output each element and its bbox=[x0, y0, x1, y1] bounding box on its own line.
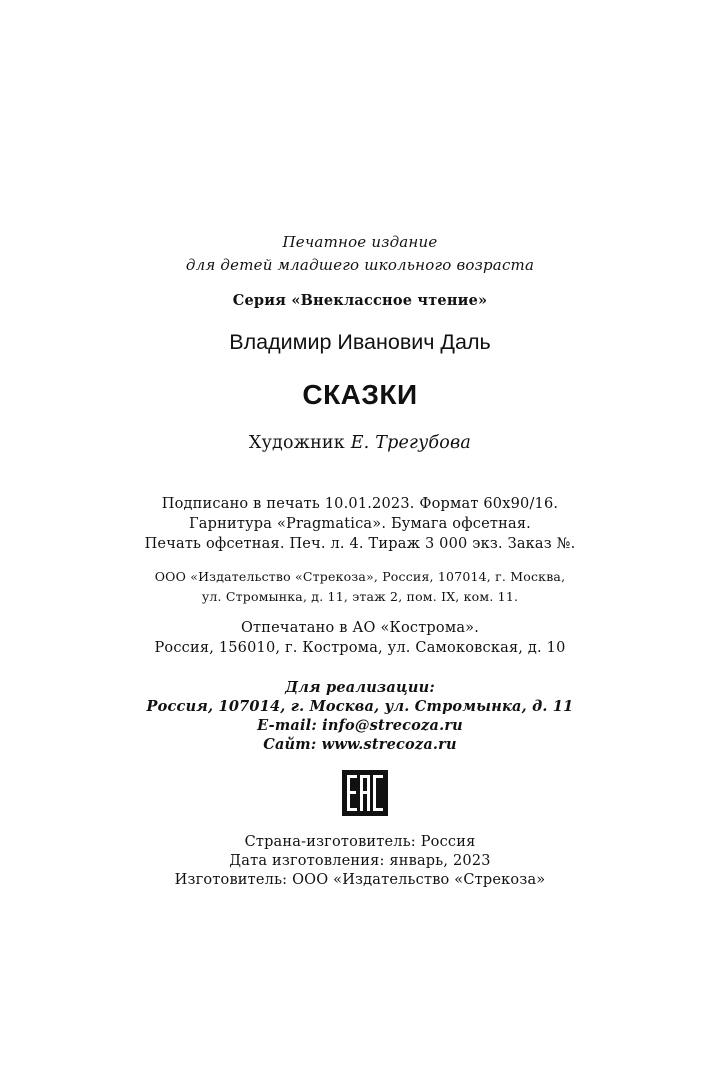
printed-line-1: Отпечатано в АО «Кострома». bbox=[240, 620, 480, 636]
intro-line-2: для детей младшего школьного возраста bbox=[185, 256, 535, 274]
sales-email: E-mail: info@strecoza.ru bbox=[257, 717, 463, 734]
manufacturer-country: Страна-изготовитель: Россия bbox=[244, 834, 476, 850]
author-name: Владимир Иванович Даль bbox=[229, 330, 491, 354]
manufacturer-maker: Изготовитель: ООО «Издательство «Стрекоза» bbox=[174, 872, 546, 888]
series-line: Серия «Внеклассное чтение» bbox=[232, 292, 488, 309]
printed-line-2: Россия, 156010, г. Кострома, ул. Самоковская, д. 10 bbox=[154, 640, 566, 656]
sales-heading: Для реализации: bbox=[285, 679, 435, 696]
eac-mark-icon bbox=[342, 770, 388, 816]
illustrator-label: Художник bbox=[248, 433, 345, 453]
intro-line-1: Печатное издание bbox=[282, 233, 438, 251]
imprint-line-2: Гарнитура «Pragmatica». Бумага офсетная. bbox=[189, 516, 531, 532]
illustrator-line bbox=[0, 433, 720, 453]
sales-address: Россия, 107014, г. Москва, ул. Стромынка, д. 11 bbox=[146, 698, 574, 715]
illustrator-name: Е. Трегубова bbox=[350, 433, 472, 453]
book-title: СКАЗКИ bbox=[302, 379, 418, 410]
imprint-line-3: Печать офсетная. Печ. л. 4. Тираж 3 000 экз. Заказ №. bbox=[144, 536, 576, 552]
publisher-line-1: ООО «Издательство «Стрекоза», Россия, 107014, г. Москва, bbox=[154, 569, 566, 584]
publisher-line-2: ул. Стромынка, д. 11, этаж 2, пом. IX, ком. 11. bbox=[201, 589, 519, 604]
imprint-line-1: Подписано в печать 10.01.2023. Формат 60х90/16. bbox=[161, 496, 559, 512]
manufacturer-date: Дата изготовления: январь, 2023 bbox=[229, 853, 491, 869]
sales-site: Сайт: www.strecoza.ru bbox=[263, 736, 457, 753]
